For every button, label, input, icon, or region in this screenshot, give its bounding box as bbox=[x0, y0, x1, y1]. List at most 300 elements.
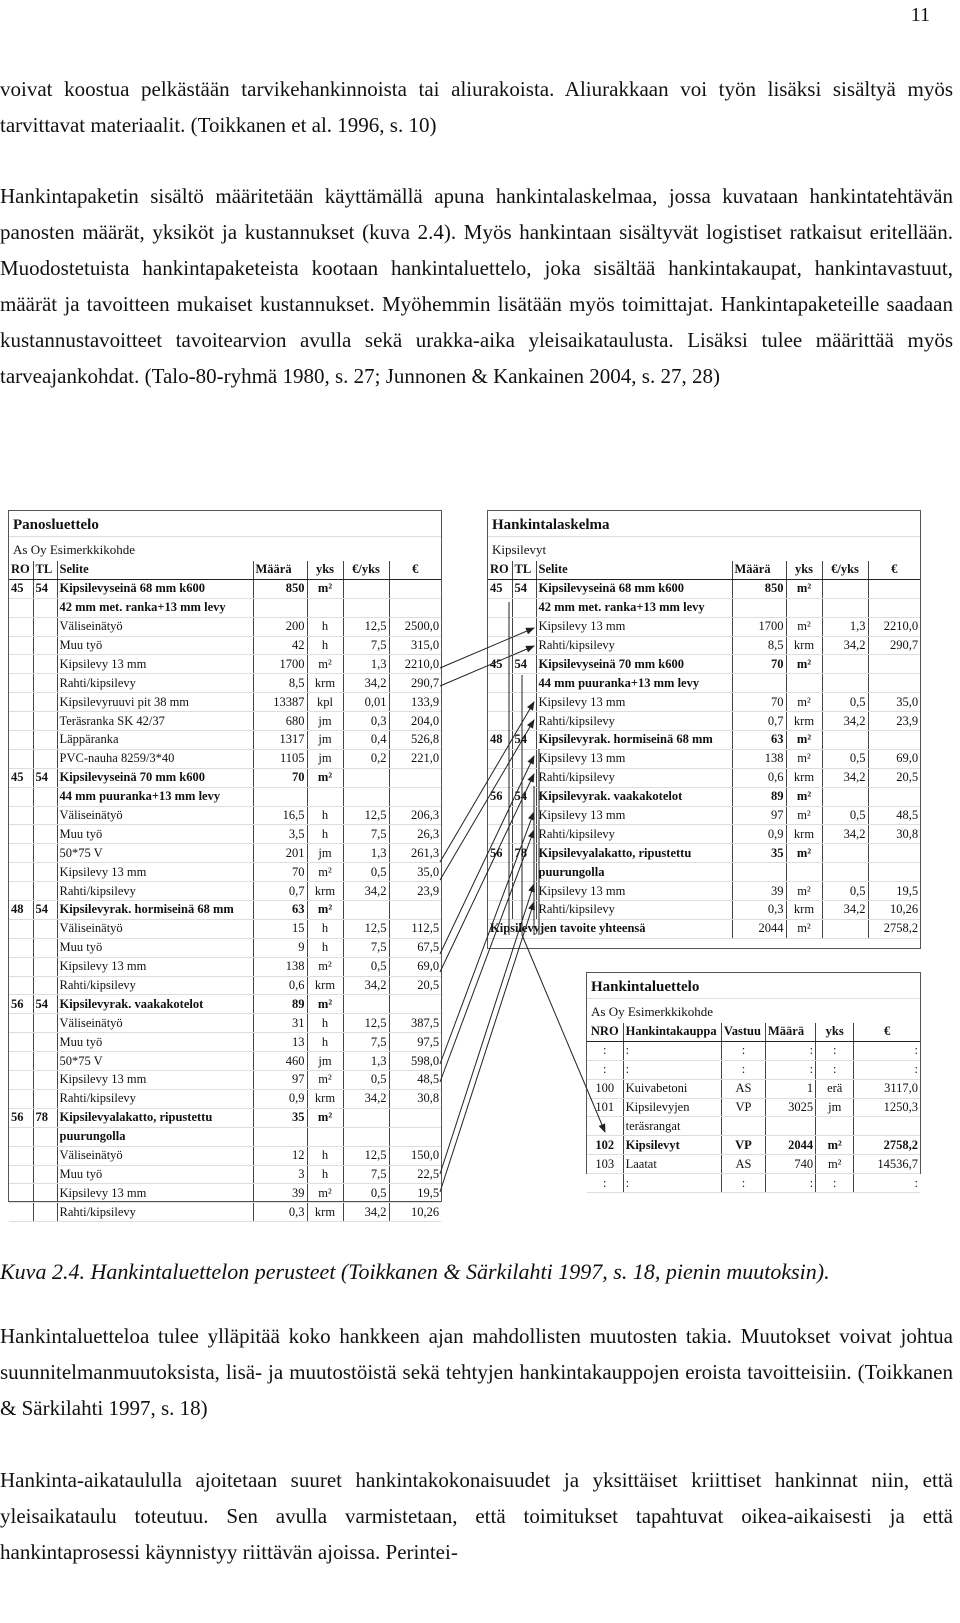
hankintaluettelo-row bbox=[587, 1155, 920, 1174]
cell-selite: Kipsilevyseinä 68 mm k600 bbox=[57, 579, 253, 598]
cell-euro: 598,0 bbox=[389, 1052, 441, 1071]
cell-ro bbox=[9, 1184, 33, 1203]
col-header-eyks: €/yks bbox=[343, 561, 389, 579]
cell-yks: : bbox=[816, 1060, 854, 1079]
cell-ro bbox=[9, 882, 33, 901]
hankintalaskelma-row bbox=[488, 806, 920, 825]
cell-yks: krm bbox=[307, 976, 343, 995]
cell-euro bbox=[854, 1117, 920, 1136]
panosluettelo-row bbox=[9, 976, 441, 995]
hankintalaskelma-title: Hankintalaskelma bbox=[488, 511, 920, 537]
hankintalaskelma-row bbox=[488, 863, 920, 882]
col-header-selite: Selite bbox=[536, 561, 732, 579]
col-header-selite: Selite bbox=[57, 561, 253, 579]
panosluettelo-row bbox=[9, 825, 441, 844]
cell-tl bbox=[33, 1184, 57, 1203]
cell-euro: 30,8 bbox=[389, 1089, 441, 1108]
cell-vastuu: VP bbox=[721, 1136, 765, 1155]
cell-euro: 150,0 bbox=[389, 1146, 441, 1165]
cell-tl: 54 bbox=[512, 731, 536, 750]
cell-vastuu bbox=[721, 1117, 765, 1136]
cell-nro: 102 bbox=[587, 1136, 623, 1155]
total-maara: 2044 bbox=[732, 919, 786, 938]
cell-yks: h bbox=[307, 1033, 343, 1052]
cell-eyks bbox=[343, 1108, 389, 1127]
cell-maara: 1317 bbox=[253, 731, 307, 750]
cell-tl bbox=[33, 731, 57, 750]
cell-maara: 35 bbox=[732, 844, 786, 863]
cell-ro bbox=[9, 938, 33, 957]
cell-selite: Väliseinätyö bbox=[57, 617, 253, 636]
cell-ro bbox=[488, 636, 512, 655]
cell-selite: 44 mm puuranka+13 mm levy bbox=[536, 674, 732, 693]
cell-maara: 89 bbox=[732, 787, 786, 806]
cell-yks: erä bbox=[816, 1079, 854, 1098]
panosluettelo-row bbox=[9, 787, 441, 806]
hankintaluettelo-row bbox=[587, 1136, 920, 1155]
hankintalaskelma-total-row bbox=[488, 919, 920, 938]
cell-tl bbox=[33, 598, 57, 617]
cell-eyks: 34,2 bbox=[343, 674, 389, 693]
total-label: Kipsilevyjen tavoite yhteensä bbox=[488, 919, 732, 938]
cell-ro bbox=[488, 749, 512, 768]
cell-euro: 20,5 bbox=[868, 768, 920, 787]
cell-yks: m² bbox=[307, 863, 343, 882]
cell-selite: PVC-nauha 8259/3*40 bbox=[57, 749, 253, 768]
cell-euro bbox=[868, 598, 920, 617]
cell-euro bbox=[389, 995, 441, 1014]
cell-maara: 35 bbox=[253, 1108, 307, 1127]
cell-yks: : bbox=[816, 1174, 854, 1193]
cell-eyks: 0,5 bbox=[822, 806, 868, 825]
col-header-eyks: €/yks bbox=[822, 561, 868, 579]
panosluettelo-row bbox=[9, 1052, 441, 1071]
cell-euro: 26,3 bbox=[389, 825, 441, 844]
panosluettelo-row bbox=[9, 1071, 441, 1090]
cell-maara: 70 bbox=[253, 768, 307, 787]
panosluettelo-row bbox=[9, 882, 441, 901]
col-header-hankintakauppa: Hankintakauppa bbox=[623, 1023, 721, 1041]
cell-yks: m² bbox=[786, 787, 822, 806]
cell-eyks bbox=[343, 1127, 389, 1146]
cell-ro: 48 bbox=[488, 731, 512, 750]
cell-eyks: 0,5 bbox=[822, 749, 868, 768]
cell-maara: 70 bbox=[732, 693, 786, 712]
hankintalaskelma-subtitle: Kipsilevyt bbox=[492, 541, 547, 557]
cell-maara: 0,9 bbox=[253, 1089, 307, 1108]
cell-euro: 2758,2 bbox=[854, 1136, 920, 1155]
cell-euro: 23,9 bbox=[868, 712, 920, 731]
paragraph-1: voivat koostua pelkästään tarvikehankinnoista tai aliurakoista. Aliurakkaan voi työn lisäksi sisältyä myös tarvittavat materiaalit. (Toikkanen et al. 1996, s. 10) bbox=[0, 77, 953, 137]
cell-euro: : bbox=[854, 1041, 920, 1060]
panosluettelo-row bbox=[9, 919, 441, 938]
cell-tl bbox=[33, 1165, 57, 1184]
panosluettelo-row bbox=[9, 674, 441, 693]
cell-tl: 54 bbox=[512, 579, 536, 598]
cell-yks: m² bbox=[816, 1136, 854, 1155]
panosluettelo-row bbox=[9, 1165, 441, 1184]
cell-ro bbox=[488, 882, 512, 901]
cell-ro bbox=[9, 919, 33, 938]
cell-eyks bbox=[343, 995, 389, 1014]
cell-selite: 50*75 V bbox=[57, 844, 253, 863]
cell-eyks: 34,2 bbox=[343, 882, 389, 901]
cell-euro: 261,3 bbox=[389, 844, 441, 863]
panosluettelo-row bbox=[9, 957, 441, 976]
cell-ro bbox=[9, 787, 33, 806]
cell-euro bbox=[389, 598, 441, 617]
hankintalaskelma-row bbox=[488, 768, 920, 787]
cell-tl bbox=[33, 749, 57, 768]
cell-euro: 20,5 bbox=[389, 976, 441, 995]
cell-maara: 13 bbox=[253, 1033, 307, 1052]
cell-selite: Kipsilevy 13 mm bbox=[536, 749, 732, 768]
cell-selite: Kipsilevy 13 mm bbox=[57, 957, 253, 976]
col-header-yks: yks bbox=[786, 561, 822, 579]
cell-ro bbox=[9, 825, 33, 844]
cell-euro: 30,8 bbox=[868, 825, 920, 844]
cell-maara: 8,5 bbox=[732, 636, 786, 655]
cell-ro bbox=[9, 1014, 33, 1033]
panosluettelo-row bbox=[9, 749, 441, 768]
cell-maara: 8,5 bbox=[253, 674, 307, 693]
cell-eyks: 34,2 bbox=[822, 768, 868, 787]
cell-euro: 35,0 bbox=[389, 863, 441, 882]
cell-ro bbox=[9, 749, 33, 768]
cell-maara: 0,6 bbox=[732, 768, 786, 787]
cell-vastuu: : bbox=[721, 1174, 765, 1193]
cell-selite: 50*75 V bbox=[57, 1052, 253, 1071]
panosluettelo-subtitle: As Oy Esimerkkikohde bbox=[13, 541, 136, 557]
cell-selite: Rahti/kipsilevy bbox=[57, 1089, 253, 1108]
cell-selite: Kipsilevyrak. hormiseinä 68 mm bbox=[536, 731, 732, 750]
cell-hankintakauppa: Laatat bbox=[623, 1155, 721, 1174]
hankintalaskelma-row bbox=[488, 674, 920, 693]
cell-tl bbox=[33, 863, 57, 882]
cell-ro bbox=[488, 712, 512, 731]
cell-euro: 10,26 bbox=[389, 1203, 441, 1222]
cell-tl bbox=[33, 636, 57, 655]
cell-yks: krm bbox=[786, 901, 822, 920]
cell-selite: Rahti/kipsilevy bbox=[57, 976, 253, 995]
cell-tl bbox=[33, 1089, 57, 1108]
cell-hankintakauppa: Kipsilevyjen bbox=[623, 1098, 721, 1117]
cell-ro: 45 bbox=[9, 579, 33, 598]
col-header-euro: € bbox=[868, 561, 920, 579]
cell-selite: Kipsilevyseinä 70 mm k600 bbox=[57, 768, 253, 787]
cell-maara: 0,7 bbox=[732, 712, 786, 731]
cell-maara: 16,5 bbox=[253, 806, 307, 825]
cell-yks: jm bbox=[307, 1052, 343, 1071]
panosluettelo-row bbox=[9, 1203, 441, 1222]
cell-euro: 204,0 bbox=[389, 712, 441, 731]
cell-euro bbox=[868, 579, 920, 598]
cell-maara bbox=[253, 598, 307, 617]
cell-tl bbox=[512, 749, 536, 768]
cell-ro bbox=[9, 712, 33, 731]
cell-selite: Kipsilevyrak. vaakakotelot bbox=[57, 995, 253, 1014]
cell-selite: Rahti/kipsilevy bbox=[536, 901, 732, 920]
cell-yks: krm bbox=[786, 712, 822, 731]
cell-tl bbox=[33, 882, 57, 901]
cell-eyks bbox=[822, 579, 868, 598]
cell-euro bbox=[389, 1127, 441, 1146]
cell-selite: 42 mm met. ranka+13 mm levy bbox=[57, 598, 253, 617]
cell-maara: 39 bbox=[253, 1184, 307, 1203]
cell-eyks bbox=[343, 598, 389, 617]
cell-ro bbox=[488, 806, 512, 825]
hankintalaskelma-row bbox=[488, 825, 920, 844]
hankintalaskelma-row bbox=[488, 636, 920, 655]
cell-selite: Kipsilevyrak. hormiseinä 68 mm bbox=[57, 901, 253, 920]
cell-hankintakauppa: : bbox=[623, 1041, 721, 1060]
cell-euro bbox=[389, 1108, 441, 1127]
cell-eyks bbox=[822, 731, 868, 750]
cell-selite: Kipsilevy 13 mm bbox=[57, 1184, 253, 1203]
cell-nro: : bbox=[587, 1060, 623, 1079]
cell-yks: h bbox=[307, 938, 343, 957]
cell-ro: 56 bbox=[488, 787, 512, 806]
cell-ro: 56 bbox=[488, 844, 512, 863]
cell-yks: jm bbox=[307, 712, 343, 731]
cell-tl bbox=[33, 617, 57, 636]
cell-yks: m² bbox=[307, 1184, 343, 1203]
cell-euro: 387,5 bbox=[389, 1014, 441, 1033]
col-header-ro: RO bbox=[488, 561, 512, 579]
cell-euro: 48,5 bbox=[868, 806, 920, 825]
cell-ro bbox=[9, 598, 33, 617]
cell-yks: m² bbox=[786, 693, 822, 712]
cell-yks: m² bbox=[307, 768, 343, 787]
cell-vastuu: : bbox=[721, 1041, 765, 1060]
cell-eyks bbox=[822, 655, 868, 674]
cell-tl bbox=[512, 768, 536, 787]
cell-tl bbox=[512, 674, 536, 693]
cell-yks: jm bbox=[816, 1098, 854, 1117]
cell-maara: 740 bbox=[766, 1155, 816, 1174]
cell-euro: 14536,7 bbox=[854, 1155, 920, 1174]
cell-eyks: 34,2 bbox=[822, 712, 868, 731]
cell-eyks bbox=[343, 787, 389, 806]
cell-maara: 15 bbox=[253, 919, 307, 938]
cell-yks: kpl bbox=[307, 693, 343, 712]
cell-euro bbox=[389, 579, 441, 598]
col-header-maara: Määrä bbox=[732, 561, 786, 579]
panosluettelo-row bbox=[9, 1033, 441, 1052]
cell-ro bbox=[488, 825, 512, 844]
cell-eyks: 34,2 bbox=[343, 1089, 389, 1108]
total-yks: m² bbox=[786, 919, 822, 938]
cell-eyks: 12,5 bbox=[343, 1014, 389, 1033]
cell-maara: 0,3 bbox=[253, 1203, 307, 1222]
cell-maara bbox=[253, 1127, 307, 1146]
cell-eyks: 1,3 bbox=[343, 655, 389, 674]
cell-maara: 200 bbox=[253, 617, 307, 636]
panosluettelo-row bbox=[9, 844, 441, 863]
cell-euro: 69,0 bbox=[868, 749, 920, 768]
cell-eyks: 0,5 bbox=[822, 882, 868, 901]
cell-maara: 138 bbox=[732, 749, 786, 768]
cell-euro bbox=[389, 768, 441, 787]
cell-ro: 45 bbox=[488, 655, 512, 674]
cell-yks: h bbox=[307, 919, 343, 938]
cell-tl bbox=[33, 1033, 57, 1052]
cell-ro bbox=[9, 655, 33, 674]
cell-ro bbox=[9, 1089, 33, 1108]
cell-eyks bbox=[822, 844, 868, 863]
cell-tl bbox=[33, 674, 57, 693]
cell-tl bbox=[33, 787, 57, 806]
cell-tl: 54 bbox=[33, 579, 57, 598]
cell-tl: 54 bbox=[33, 768, 57, 787]
cell-ro bbox=[488, 674, 512, 693]
cell-selite: Kipsilevy 13 mm bbox=[57, 1071, 253, 1090]
cell-euro: 3117,0 bbox=[854, 1079, 920, 1098]
cell-yks: m² bbox=[307, 995, 343, 1014]
cell-yks: jm bbox=[307, 731, 343, 750]
panosluettelo-row bbox=[9, 901, 441, 920]
cell-yks: jm bbox=[307, 844, 343, 863]
cell-maara: 31 bbox=[253, 1014, 307, 1033]
cell-yks: m² bbox=[786, 731, 822, 750]
hankintaluettelo-row bbox=[587, 1079, 920, 1098]
panosluettelo-row bbox=[9, 1108, 441, 1127]
cell-ro bbox=[9, 1033, 33, 1052]
cell-eyks: 34,2 bbox=[822, 901, 868, 920]
cell-yks bbox=[307, 787, 343, 806]
cell-tl: 54 bbox=[512, 655, 536, 674]
cell-ro bbox=[9, 957, 33, 976]
cell-selite: 42 mm met. ranka+13 mm levy bbox=[536, 598, 732, 617]
panosluettelo-row bbox=[9, 598, 441, 617]
cell-yks: m² bbox=[786, 617, 822, 636]
cell-maara: 201 bbox=[253, 844, 307, 863]
cell-euro: 97,5 bbox=[389, 1033, 441, 1052]
cell-ro: 45 bbox=[9, 768, 33, 787]
cell-euro: 69,0 bbox=[389, 957, 441, 976]
cell-eyks: 1,3 bbox=[343, 1052, 389, 1071]
cell-ro bbox=[488, 901, 512, 920]
cell-yks: h bbox=[307, 1014, 343, 1033]
hankintaluettelo-subtitle: As Oy Esimerkkikohde bbox=[591, 1003, 714, 1019]
cell-maara: 97 bbox=[732, 806, 786, 825]
hankintaluettelo-row bbox=[587, 1098, 920, 1117]
col-header-euro: € bbox=[854, 1023, 920, 1041]
cell-maara: 460 bbox=[253, 1052, 307, 1071]
cell-yks: krm bbox=[786, 636, 822, 655]
cell-maara: 2044 bbox=[766, 1136, 816, 1155]
cell-selite: Rahti/kipsilevy bbox=[536, 825, 732, 844]
cell-selite: Kipsilevy 13 mm bbox=[57, 655, 253, 674]
hankintalaskelma-row bbox=[488, 882, 920, 901]
cell-tl bbox=[33, 957, 57, 976]
cell-maara: 0,7 bbox=[253, 882, 307, 901]
cell-selite: Kipsilevy 13 mm bbox=[536, 882, 732, 901]
cell-selite: Muu työ bbox=[57, 636, 253, 655]
cell-eyks bbox=[343, 768, 389, 787]
paragraph-3: Hankintaluetteloa tulee ylläpitää koko hankkeen ajan mahdollisten muutosten takia. Muutokset voivat johtua suunnitelmanmuutoksista, lisä- ja muutostöistä sekä tehtyjen hankintakauppojen eroista tavoitteisiin. (Toikkanen & Särkilahti 1997, s. 18) bbox=[0, 1324, 953, 1420]
cell-ro bbox=[9, 1052, 33, 1071]
cell-hankintakauppa: teräsrangat bbox=[623, 1117, 721, 1136]
cell-eyks: 0,2 bbox=[343, 749, 389, 768]
cell-euro: 290,7 bbox=[868, 636, 920, 655]
hankintaluettelo-table bbox=[586, 972, 921, 1190]
cell-yks: krm bbox=[307, 882, 343, 901]
cell-yks: h bbox=[307, 636, 343, 655]
panosluettelo-row bbox=[9, 617, 441, 636]
cell-yks: m² bbox=[307, 655, 343, 674]
cell-eyks: 12,5 bbox=[343, 617, 389, 636]
cell-vastuu: : bbox=[721, 1060, 765, 1079]
cell-tl bbox=[33, 1071, 57, 1090]
cell-yks: m² bbox=[307, 957, 343, 976]
cell-hankintakauppa: : bbox=[623, 1060, 721, 1079]
cell-ro bbox=[9, 1203, 33, 1222]
cell-nro bbox=[587, 1117, 623, 1136]
hankintaluettelo-row bbox=[587, 1174, 920, 1193]
cell-eyks: 0,5 bbox=[343, 863, 389, 882]
cell-euro bbox=[868, 731, 920, 750]
cell-maara: : bbox=[766, 1060, 816, 1079]
cell-maara bbox=[732, 598, 786, 617]
cell-euro bbox=[868, 787, 920, 806]
cell-tl bbox=[33, 712, 57, 731]
cell-tl bbox=[33, 938, 57, 957]
hankintaluettelo-row bbox=[587, 1060, 920, 1079]
panosluettelo-row bbox=[9, 938, 441, 957]
cell-tl bbox=[33, 655, 57, 674]
cell-maara: 0,3 bbox=[732, 901, 786, 920]
hankintaluettelo-row bbox=[587, 1041, 920, 1060]
cell-tl bbox=[33, 919, 57, 938]
cell-ro bbox=[9, 674, 33, 693]
cell-yks: krm bbox=[786, 768, 822, 787]
cell-euro bbox=[868, 674, 920, 693]
cell-tl bbox=[33, 1127, 57, 1146]
cell-yks: m² bbox=[786, 749, 822, 768]
cell-euro: 315,0 bbox=[389, 636, 441, 655]
cell-selite: Läppäranka bbox=[57, 731, 253, 750]
cell-euro bbox=[389, 901, 441, 920]
hankintalaskelma-row bbox=[488, 731, 920, 750]
cell-eyks: 0,5 bbox=[343, 957, 389, 976]
cell-euro: 67,5 bbox=[389, 938, 441, 957]
cell-ro bbox=[9, 1165, 33, 1184]
cell-selite: Kipsilevy 13 mm bbox=[536, 806, 732, 825]
cell-yks: m² bbox=[307, 579, 343, 598]
cell-tl bbox=[512, 825, 536, 844]
cell-eyks: 0,4 bbox=[343, 731, 389, 750]
cell-nro: 100 bbox=[587, 1079, 623, 1098]
cell-ro bbox=[488, 598, 512, 617]
panosluettelo-row bbox=[9, 1146, 441, 1165]
cell-tl bbox=[33, 976, 57, 995]
cell-eyks bbox=[822, 674, 868, 693]
cell-ro bbox=[9, 636, 33, 655]
cell-yks bbox=[307, 1127, 343, 1146]
panosluettelo-row bbox=[9, 806, 441, 825]
cell-yks: h bbox=[307, 806, 343, 825]
panosluettelo-row bbox=[9, 1014, 441, 1033]
cell-eyks: 7,5 bbox=[343, 636, 389, 655]
cell-euro bbox=[868, 844, 920, 863]
cell-maara: 89 bbox=[253, 995, 307, 1014]
cell-euro: 22,5 bbox=[389, 1165, 441, 1184]
panosluettelo-row bbox=[9, 1127, 441, 1146]
cell-ro bbox=[488, 768, 512, 787]
cell-tl bbox=[512, 882, 536, 901]
cell-yks bbox=[786, 674, 822, 693]
